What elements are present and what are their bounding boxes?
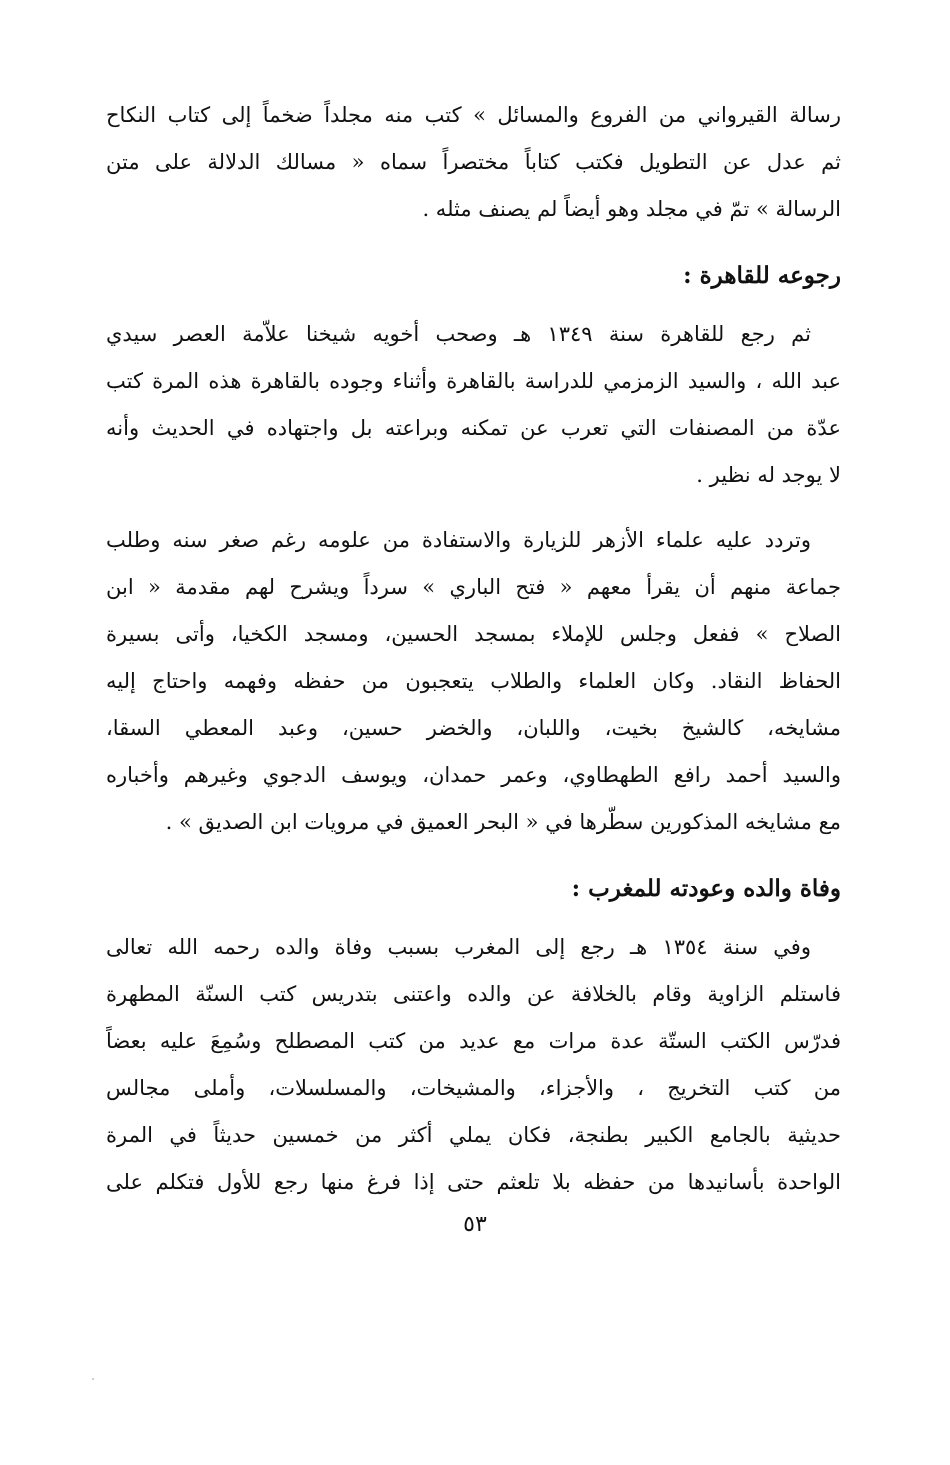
paragraph-line: رسالة القيرواني من الفروع والمسائل » كتب منه مجلداً ضخماً إلى كتاب النكاح xyxy=(106,103,841,127)
section-heading-return-to-cairo: رجوعه للقاهرة : xyxy=(683,262,841,289)
page-body xyxy=(106,92,841,1224)
paragraph-line: والسيد أحمد رافع الطهطاوي، وعمر حمدان، ويوسف الدجوي وغيرهم وأخباره xyxy=(106,763,841,787)
paragraph-4 xyxy=(106,924,841,1206)
paragraph-line: الرسالة » تمّ في مجلد وهو أيضاً لم يصنف مثله . xyxy=(422,197,841,221)
paragraph-line: الحفاظ النقاد. وكان العلماء والطلاب يتعجبون من حفظه وفهمه واحتاج إليه xyxy=(106,669,841,693)
paragraph-line: الواحدة بأسانيدها من حفظه بلا تلعثم حتى إذا فرغ منها رجع للأول فتكلم على xyxy=(106,1170,841,1194)
paragraph-line: من كتب التخريج ، والأجزاء، والمشيخات، والمسلسلات، وأملى مجالس xyxy=(106,1076,841,1100)
scan-speck xyxy=(92,1378,94,1380)
paragraph-line: ثم عدل عن التطويل فكتب كتاباً مختصراً سماه « مسالك الدلالة على متن xyxy=(106,150,841,174)
paragraph-line: جماعة منهم أن يقرأ معهم « فتح الباري » سرداً ويشرح لهم مقدمة « ابن xyxy=(106,575,841,599)
paragraph-line: الصلاح » ففعل وجلس للإملاء بمسجد الحسين، ومسجد الكخيا، وأتى بسيرة xyxy=(106,622,841,646)
paragraph-line: مشايخه، كالشيخ بخيت، واللبان، والخضر حسين، وعبد المعطي السقا، xyxy=(106,716,841,740)
paragraph-line: وتردد عليه علماء الأزهر للزيارة والاستفادة من علومه رغم صغر سنه وطلب xyxy=(106,528,811,552)
page-number: ٥٣ xyxy=(463,1212,487,1237)
paragraph-line: عبد الله ، والسيد الزمزمي للدراسة بالقاهرة وأثناء وجوده بالقاهرة هذه المرة كتب xyxy=(106,369,841,393)
paragraph-1 xyxy=(106,92,841,233)
paragraph-line: فاستلم الزاوية وقام بالخلافة عن والده واعتنى بتدريس كتب السنّة المطهرة xyxy=(106,982,841,1006)
paragraph-2 xyxy=(106,311,841,499)
paragraph-line: حديثية بالجامع الكبير بطنجة، فكان يملي أكثر من خمسين حديثاً في المرة xyxy=(106,1123,841,1147)
paragraph-line: ثم رجع للقاهرة سنة ١٣٤٩ هـ وصحب أخويه شيخنا علاّمة العصر سيدي xyxy=(106,322,811,346)
paragraph-line: لا يوجد له نظير . xyxy=(696,463,841,487)
paragraph-line: وفي سنة ١٣٥٤ هـ رجع إلى المغرب بسبب وفاة والده رحمه الله تعالى xyxy=(106,935,811,959)
paragraph-line: فدرّس الكتب الستّة عدة مرات مع عديد من كتب المصطلح وسُمِعَ عليه بعضاً xyxy=(106,1029,841,1053)
paragraph-line: عدّة من المصنفات التي تعرب عن تمكنه وبراعته بل واجتهاده في الحديث وأنه xyxy=(106,416,841,440)
paragraph-line: مع مشايخه المذكورين سطّرها في « البحر العميق في مرويات ابن الصديق » . xyxy=(165,810,841,834)
section-heading-father-death-return-morocco: وفاة والده وعودته للمغرب : xyxy=(571,875,841,902)
paragraph-3 xyxy=(106,517,841,846)
